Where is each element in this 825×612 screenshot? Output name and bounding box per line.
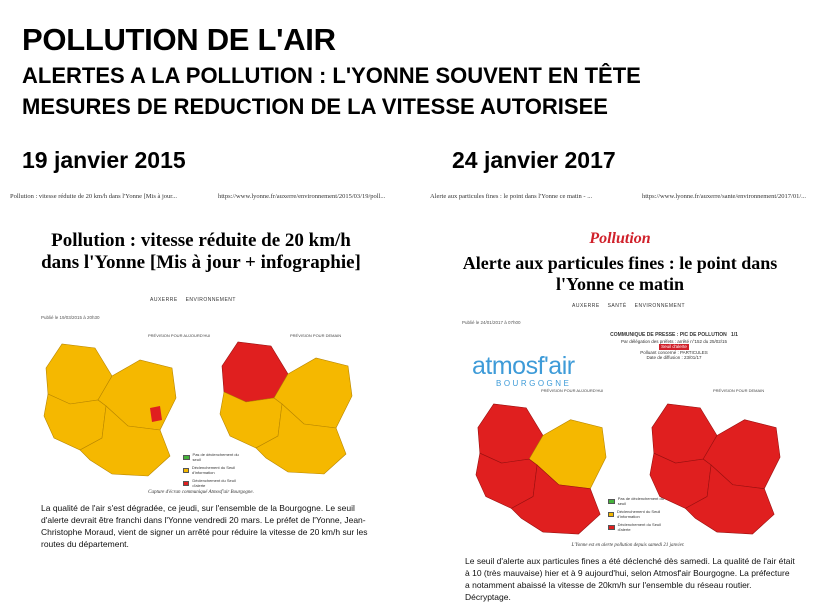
legend-info: Déclenchement du Seuil d'information: [183, 465, 243, 475]
press-delegation: Par délégation des préfets : arrêté n°152 du 25/02/15: [620, 338, 728, 344]
legend-alert: Déclenchement du Seuil d'alerte: [608, 522, 670, 532]
article1-published: Publié le 19/03/2015 à 20h30: [41, 315, 100, 320]
article1-body: La qualité de l'air s'est dégradée, ce jeudi, sur l'ensemble de la Bourgogne. Le seuil d'alerte devrait être franchi dans l'Yonne vendredi 20 mars. Le préfet de l'Yonne, Jean-Christophe Moraud, vient de signer un arrêté pour réduire la vitesse de 20 km/h sur les routes du département.: [41, 503, 368, 549]
legend-none: Pas de déclenchement du seuil: [608, 496, 670, 506]
subtitle-measures: MESURES DE REDUCTION DE LA VITESSE AUTORISEE: [22, 94, 608, 119]
article1-header-url[interactable]: https://www.lyonne.fr/auxerre/environnement/2015/03/19/poll...: [218, 193, 386, 200]
press-title: COMMUNIQUE DE PRESSE : PIC DE POLLUTION: [610, 332, 727, 338]
press-pollutant: Polluant concerné : PARTICULES: [640, 349, 708, 355]
article2-header-url[interactable]: https://www.lyonne.fr/auxerre/sante/environnement/2017/01/...: [642, 193, 807, 200]
page-title: POLLUTION DE L'AIR: [22, 22, 336, 57]
tag-environnement[interactable]: ENVIRONNEMENT: [185, 297, 236, 303]
article2-legend: [608, 496, 670, 535]
atmosfair-logo: atmosf'air BOURGOGNE: [472, 352, 575, 388]
map-tomorrow-title: PRÉVISION POUR DEMAIN: [713, 388, 765, 393]
article1-map-figure: [40, 330, 362, 488]
tag-environnement[interactable]: ENVIRONNEMENT: [634, 303, 686, 309]
date-2017: 24 janvier 2017: [452, 147, 616, 173]
article2-header-title: Alerte aux particules fines : le point dans l'Yonne ce matin - ...: [430, 193, 593, 200]
article2-tags: [572, 303, 691, 309]
press-alert-badge: Seuil d'alerte: [661, 344, 687, 350]
article1-header-title: Pollution : vitesse réduite de 20 km/h dans l'Yonne [Mis à jour...: [10, 193, 177, 200]
article2-map-figure: [463, 388, 793, 538]
subtitle-alerts: ALERTES A LA POLLUTION : L'YONNE SOUVENT EN TÊTE: [22, 63, 641, 88]
map-today-title: PRÉVISION POUR AUJOURD'HUI: [148, 333, 211, 338]
legend-none: Pas de déclenchement du seuil: [183, 452, 243, 462]
article1-legend: [183, 452, 243, 491]
article2-kicker: Pollution: [589, 230, 651, 247]
map-tomorrow-title: PRÉVISION POUR DEMAIN: [290, 333, 342, 338]
press-date: Date de diffusion : 23/01/17: [646, 355, 702, 361]
map-today: [469, 398, 613, 536]
article1-title: Pollution : vitesse réduite de 20 km/h dans l'Yonne [Mis à jour + infographie]: [41, 230, 361, 273]
map-today-title: PRÉVISION POUR AUJOURD'HUI: [541, 388, 604, 393]
article1-caption: Capture d'écran communiqué Atmosf'air Bourgogne.: [148, 490, 254, 495]
tag-sante[interactable]: SANTÉ: [607, 303, 627, 309]
tag-auxerre[interactable]: AUXERRE: [150, 297, 178, 303]
article2-press-release: [574, 333, 774, 361]
press-page: 1/1: [730, 332, 738, 338]
article2-caption: L'Yonne est en alerte pollution depuis samedi 21 janvier.: [571, 543, 685, 548]
article2-body: Le seuil d'alerte aux particules fines a été déclenché dès samedi. La qualité de l'air était à 10 (très mauvaise) hier et à 9 aujourd'hui, selon Atmosf'air Bourgogne. La préfecture a notamment abaissé la vitesse de 20km/h sur l'ensemble du réseau routier. Décryptage.: [465, 556, 795, 602]
map-today: [40, 338, 180, 478]
article1-tags: [150, 297, 242, 303]
date-2015: 19 janvier 2015: [22, 147, 186, 173]
article2-published: Publié le 24/01/2017 à 07h00: [462, 320, 521, 325]
legend-alert: Déclenchement du Seuil d'alerte: [183, 478, 243, 488]
dijon-zone: [150, 406, 162, 422]
legend-info: Déclenchement du Seuil d'information: [608, 509, 670, 519]
article2-title: Alerte aux particules fines : le point dans l'Yonne ce matin: [462, 253, 778, 294]
tag-auxerre[interactable]: AUXERRE: [572, 303, 600, 309]
